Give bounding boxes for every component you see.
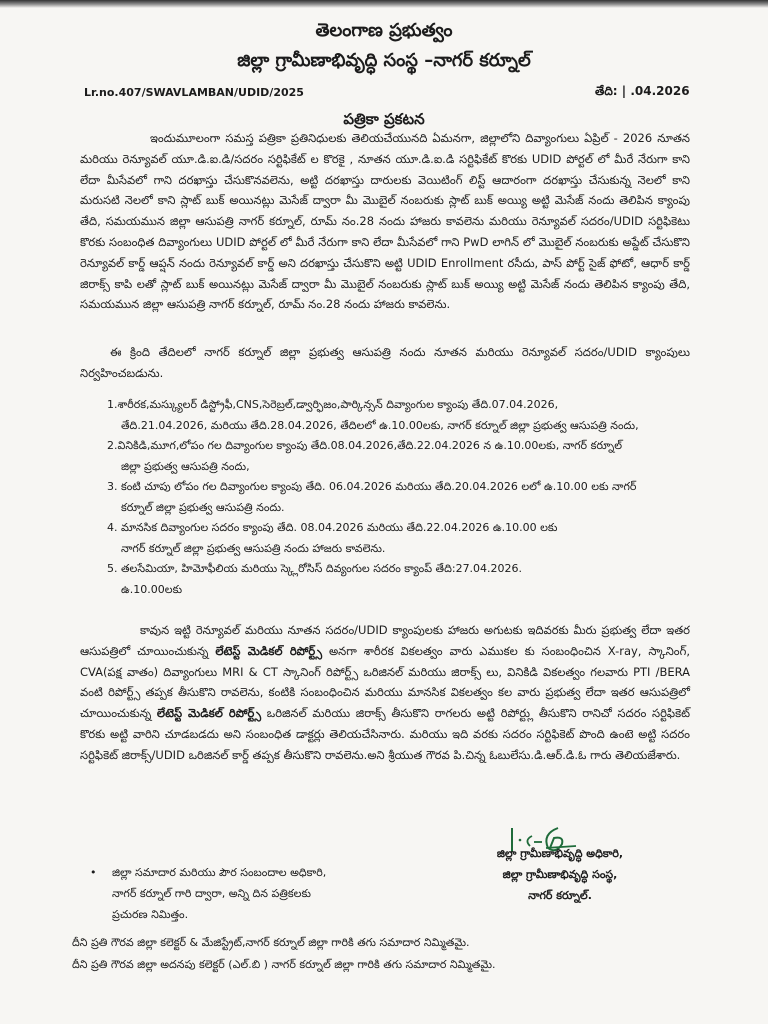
camp-item-1: 1.శారీరక,మస్క్యులర్ డిస్ట్రోఫీ,CNS,సెరెబ్రల్,డ్వార్ఫిజం,పార్కిన్సన్ దివ్యాంగుల క్యాంపు తేది.07.04.2026,: [107, 398, 559, 411]
copy-to-additional-collector: దీని ప్రతి గౌరవ జిల్లా అదనపు కలెక్టర్ (ఎల్.బి ) నాగర్ కర్నూల్ జిల్లా గారికి తగు సమాదార నిమ్మితమై.: [72, 958, 496, 971]
copy-to-list: [72, 932, 712, 976]
camp-item-2-cont: జిల్లా ప్రభుత్వ ఆసుపత్రి నందు,: [121, 459, 250, 473]
paragraph-requirements: [80, 620, 690, 766]
reference-number: Lr.no.407/SWAVLAMBAN/UDID/2025: [84, 86, 304, 99]
signatory-location: నాగర్ కర్నూల్.: [528, 889, 592, 902]
paragraph-camps-intro-text: ఈ క్రింది తేదిలలో నాగర్ కర్నూల్ జిల్లా ప్రభుత్వ ఆసుపత్రి నందు నూతన మరియు రెన్యూవల్ సదరం/UDID క్యాంపులు నిర్వహించబడును.: [80, 345, 690, 380]
distribution-note: [90, 862, 390, 925]
camp-item-5: 5. తలసేమియా, హిమోఫీలియ మరియు స్క్లెరోసిస్ దివ్యంగుల సదరం క్యాంప్ తేది:27.04.2026.: [107, 562, 523, 575]
paragraph-camps-intro: [80, 342, 690, 384]
scan-edge-shadow: [0, 0, 768, 8]
signatory-office: జిల్లా గ్రామీణాభివృద్ధి సంస్థ,: [502, 868, 618, 881]
distribution-line-2: నాగర్ కర్నూల్ గారి ద్వారా, అన్ని దిన పత్రికలకు: [112, 887, 311, 900]
copy-to-collector: దీని ప్రతి గౌరవ జిల్లా కలెక్టర్ & మేజిస్ట్రేట్,నాగర్ కర్నూల్ జిల్లా గారికి తగు సమాదార నిమ్మితమై.: [72, 936, 470, 949]
camp-item-4-cont: నాగర్ కర్నూల్ జిల్లా ప్రభుత్వ ఆసుపత్రి నందు హాజరు కావలెను.: [121, 541, 386, 555]
camp-item-3-cont: కర్నూల్ జిల్లా ప్రభుత్వ ఆసుపత్రి నందు.: [121, 500, 285, 514]
camp-item-3: 3. కంటి చూపు లోపం గల దివ్యాంగుల క్యాంపు తేది. 06.04.2026 మరియు తేది.20.04.2026 లలో ఉ.10.00 లకు నాగర్: [107, 480, 637, 493]
camp-item-1-cont: తేది.21.04.2026, మరియు తేది.28.04.2026, తేదిలలో ఉ.10.00లకు, నాగర్ కర్నూల్ జిల్లా ప్రభుత్వ ఆసుపత్రి నందు,: [121, 418, 639, 432]
camp-item-4: 4. మానసిక దివ్యాంగుల సదరం క్యాంపు తేది. 08.04.2026 మరియు తేది.22.04.2026 ఉ.10.00 లకు: [107, 521, 558, 534]
requirements-text-a: కావున ఇట్టి రెన్యూవల్ మరియు నూతన సదరం/UDID క్యాంపులకు హాజరు అగుటకు ఇదివరకు మీరు ప్రభుత్వ లేదా ఇతర ఆసుపత్రిలో చూయించుకున్న: [80, 623, 690, 658]
requirements-emphasis-2: లేటెస్ట్ మెడికల్ రిపోర్ట్స్: [156, 706, 262, 721]
signatory-block: [470, 843, 650, 906]
signature-dot: [519, 839, 522, 842]
requirements-text-c: అనగా శారీరక వికలత్వం వారు ఎముకల కు సంబంధించిన X-ray, స్కానింగ్, CVA(పక్ష వాతం) దివ్యాంగులు MRI & CT స్కానింగ్ రిపోర్ట్స్ ఒరిజినల్ మరియు జిరాక్స్ లు, వినికిడి వికలత్వం గలవారు PTI /BERA వంటి రిపోర్ట్స్ తప్పక తీసుకొని రావలెను, కంటికి సంబంధించిన మరియు మానసిక వికలత్వం కల వారు ప్రభుత్వ లేదా ఇతర ఆసుపత్రిలో చూయించుకున్న: [80, 643, 691, 721]
document-title: పత్రికా ప్రకటన: [343, 110, 425, 128]
camp-item-2: 2.వినికిడి,మూగ,లోపం గల దివ్యాంగుల క్యాంపు తేది.08.04.2026,తేది.22.04.2026 న ఉ.10.00లకు, నాగర్ కర్నూల్: [107, 439, 623, 452]
paragraph-intro-text: ఇందుమూలంగా సమస్త పత్రికా ప్రతినిధులకు తెలియచేయునది ఏమనగా, జిల్లాలోని దివ్యాంగులు ఏప్రిల్ - 2026 నూతన మరియు రెన్యూవల్ యూ.డి.ఐ.డి/సదరం సర్టిఫికేట్ ల కొరకై , నూతన యూ.డి.ఐ.డి సర్టిఫికేట్ కొరకు UDID పోర్టల్ లో మీరే నేరుగా కాని లేదా మీసేవలో గాని దరఖాస్తు చేసుకొనవలెను, అట్టి దరఖాస్తు దారులకు వెయిటింగ్ లిస్ట్ ఆదారంగా దరఖాస్తు చేసుకున్న నెలలో కాని మరుసటి నెలలో కాని స్లాట్ బుక్ అయినట్లు మెసేజ్ ద్వారా మీ మొబైల్ నంబరుకు స్లాట్ బుక్ అయ్యి అట్టి మెసేజ్ నందు తెలిపిన క్యాంపు తేది, సమయమున జిల్లా ఆసుపత్రి నాగర్ కర్నూల్, రూమ్ నం.28 నందు హాజరు కావలెను మరియు రెన్యూవల్ సదరం/UDID సర్టిఫికెటు కొరకు సంబంధిత దివ్యాంగులు UDID పోర్టల్ లో మీరే నేరుగా కాని లేదా మీసేవలో గాని PwD లాగిన్ లో మొబైల్ నంబరుకు అప్డేట్ చేసుకొని రెన్యూవల్ కార్డ్ ఆప్షన్ నందు రెన్యూవల్ కార్డ్ అని దరఖాస్తు చేసుకొని అట్టి UDID Enrollment రసీదు, పాస్ పోర్ట్ సైజ్ ఫోటో, ఆధార్ కార్డ్ జిరాక్స్ కాపి లతో స్లాట్ బుక్ అయినట్లు మెసేజ్ ద్వారా మీ మొబైల్ నంబరుకు స్లాట్ బుక్ అయ్యి అట్టి మెసేజ్ నందు తెలిపిన క్యాంపు తేది, సమయమున జిల్లా ఆసుపత్రి నాగర్ కర్నూల్, రూమ్ నం.28 నందు హాజరు కావలెను.: [80, 131, 690, 312]
signatory-designation: జిల్లా గ్రామీణాభివృద్ధి అధికారి,: [496, 847, 624, 860]
requirements-emphasis-1: లేటెస్ట్ మెడికల్ రిపోర్ట్స్: [215, 643, 323, 658]
camp-list: [107, 395, 667, 600]
distribution-line-1: జిల్లా సమాదార మరియు పౌర సంబందాల అధికారి,: [112, 866, 327, 879]
requirements-text-e: ఒరిజినల్ మరియు జిరాక్స్ తీసుకొని రాగలరు అట్టి రిపోర్ట్లు తీసుకొని రానిచో సదరం సర్టిఫికెట్ కొరకు అట్టి వారిని చూడబడదు అని సంబంధిత డాక్టర్లు తెలియచేసినారు. మరియు ఇది వరకు సదరం సర్టిఫికెట్ పొంది ఉంటె అట్టి సదరం సర్టిఫికెట్ జిరాక్స్/UDID ఒరిజినల్ కార్డ్ తప్పక తీసుకొని రావలెను.అని శ్రీయుత గౌరవ పి.చిన్న ఓబులేసు.డి.ఆర్.డి.ఓ గారు తెలియజేశారు.: [80, 706, 690, 762]
department-heading: జిల్లా గ్రామీణాభివృద్ధి సంస్థ –నాగర్ కర్నూల్: [237, 50, 531, 71]
distribution-line-3: ప్రచురణ నిమిత్తం.: [112, 908, 189, 921]
document-date: తేది: | .04.2026: [595, 84, 690, 98]
camp-item-5-cont: ఉ.10.00లకు: [121, 582, 183, 596]
government-heading: తెలంగాణ ప్రభుత్వం: [315, 20, 453, 41]
bullet-icon: •: [90, 866, 97, 879]
paragraph-intro: [80, 128, 690, 315]
